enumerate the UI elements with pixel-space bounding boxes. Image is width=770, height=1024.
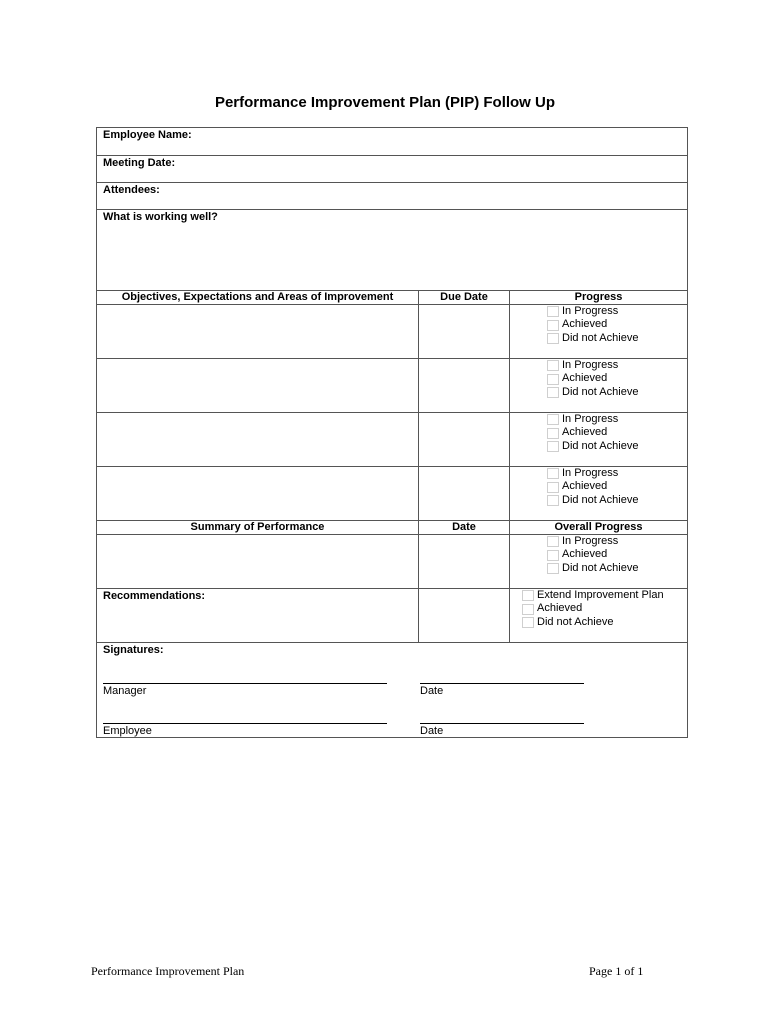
checkbox[interactable] [547,550,559,561]
footer-title: Performance Improvement Plan [91,964,245,978]
option-achieved[interactable]: Achieved [547,318,687,331]
checkbox[interactable] [522,617,534,628]
objective-row [97,413,688,467]
option-in-progress[interactable]: In Progress [547,305,687,318]
progress-options [510,413,688,467]
checkbox[interactable] [547,536,559,547]
checkbox[interactable] [547,428,559,439]
checkbox[interactable] [547,495,559,506]
option-did-not-achieve[interactable]: Did not Achieve [547,440,687,453]
employee-date-line[interactable] [420,723,584,724]
checkbox[interactable] [547,387,559,398]
due-date-cell[interactable] [419,467,510,521]
employee-name-field[interactable]: Employee Name: [97,128,688,156]
overall-progress-header: Overall Progress [510,521,688,535]
manager-signature-line[interactable] [103,683,387,684]
working-well-field[interactable]: What is working well? [97,210,688,291]
option-did-not-achieve[interactable]: Did not Achieve [547,386,687,399]
progress-options [510,359,688,413]
checkbox[interactable] [547,360,559,371]
page-number: Page 1 of 1 [589,964,644,978]
attendees-field[interactable]: Attendees: [97,183,688,210]
option-did-not-achieve[interactable]: Did not Achieve [547,332,687,345]
objective-cell[interactable] [97,305,419,359]
option-achieved[interactable]: Achieved [547,372,687,385]
option-did-not-achieve[interactable]: Did not Achieve [522,616,687,629]
checkbox[interactable] [547,441,559,452]
objective-row [97,305,688,359]
option-extend-plan[interactable]: Extend Improvement Plan [522,589,687,602]
manager-label: Manager [103,685,147,697]
objective-row [97,359,688,413]
employee-label: Employee [103,725,152,737]
progress-options [510,467,688,521]
objective-cell[interactable] [97,359,419,413]
objective-cell[interactable] [97,413,419,467]
option-in-progress[interactable]: In Progress [547,467,687,480]
pip-form-table [96,127,688,738]
employee-date-label: Date [420,725,444,737]
signatures-label: Signatures: [103,644,164,656]
progress-options [510,305,688,359]
checkbox[interactable] [547,482,559,493]
summary-header: Summary of Performance [97,521,419,535]
option-achieved[interactable]: Achieved [547,426,687,439]
overall-progress-options [510,535,688,589]
option-did-not-achieve[interactable]: Did not Achieve [547,494,687,507]
summary-cell[interactable] [97,535,419,589]
option-achieved[interactable]: Achieved [547,480,687,493]
recommendations-label[interactable]: Recommendations: [97,589,419,643]
objective-row [97,467,688,521]
summary-row [97,535,688,589]
meeting-date-field[interactable]: Meeting Date: [97,156,688,183]
summary-date-header: Date [419,521,510,535]
checkbox[interactable] [522,590,534,601]
checkbox[interactable] [547,333,559,344]
option-in-progress[interactable]: In Progress [547,413,687,426]
summary-date-cell[interactable] [419,535,510,589]
recommendations-date-cell[interactable] [419,589,510,643]
checkbox[interactable] [547,374,559,385]
due-date-cell[interactable] [419,305,510,359]
option-in-progress[interactable]: In Progress [547,535,687,548]
option-achieved[interactable]: Achieved [547,548,687,561]
due-date-header: Due Date [419,291,510,305]
checkbox[interactable] [547,563,559,574]
checkbox[interactable] [522,604,534,615]
checkbox[interactable] [547,320,559,331]
option-in-progress[interactable]: In Progress [547,359,687,372]
checkbox[interactable] [547,468,559,479]
manager-date-label: Date [420,685,444,697]
checkbox[interactable] [547,414,559,425]
progress-header: Progress [510,291,688,305]
due-date-cell[interactable] [419,413,510,467]
due-date-cell[interactable] [419,359,510,413]
checkbox[interactable] [547,306,559,317]
objective-cell[interactable] [97,467,419,521]
recommendations-options [510,589,688,643]
document-title: Performance Improvement Plan (PIP) Follow Up [214,94,556,111]
option-did-not-achieve[interactable]: Did not Achieve [547,562,687,575]
manager-date-line[interactable] [420,683,584,684]
recommendations-row [97,589,688,643]
option-achieved[interactable]: Achieved [522,602,687,615]
employee-signature-line[interactable] [103,723,387,724]
objectives-header: Objectives, Expectations and Areas of Improvement [97,291,419,305]
